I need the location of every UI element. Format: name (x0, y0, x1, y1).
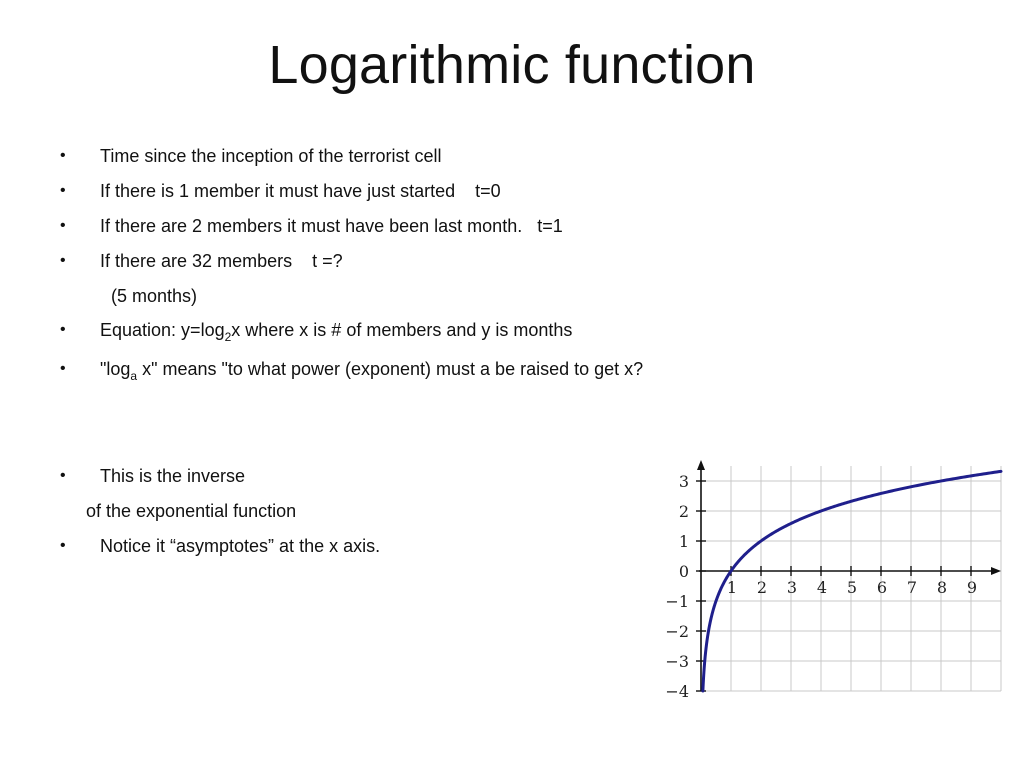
x-tick-label: 4 (816, 578, 828, 597)
bullet-dot: • (60, 252, 66, 269)
equation-text (100, 319, 573, 344)
bullet-dot: • (60, 147, 66, 164)
x-tick-label: 6 (876, 578, 888, 597)
y-axis-arrow-icon (697, 460, 705, 470)
x-tick-label: 5 (846, 578, 858, 597)
bullet-text: If there are 32 members t =? (100, 251, 343, 271)
equation-suffix: x where x is # of members and y is months (231, 320, 573, 340)
loga-text (100, 358, 644, 383)
loga-base: a (130, 369, 138, 383)
x-tick-label: 7 (906, 578, 918, 597)
x-tick-label: 9 (966, 578, 978, 597)
x-tick-label: 1 (726, 578, 738, 597)
y-tick-label: 3 (678, 472, 689, 491)
bullet-dot: • (60, 321, 66, 338)
x-tick-label: 2 (756, 578, 768, 597)
equation-prefix: Equation: y=log (100, 320, 225, 340)
y-tick-label: −3 (665, 652, 689, 671)
bullet-text: Time since the inception of the terrorist cell (100, 146, 442, 166)
bullet-text: If there are 2 members it must have been last month. t=1 (100, 216, 563, 236)
y-tick-label: 1 (678, 532, 689, 551)
x-tick-label: 3 (786, 578, 798, 597)
bullet-text: If there is 1 member it must have just started t=0 (100, 181, 501, 201)
inverse-text: This is the inverse (100, 466, 246, 486)
y-tick-label: −2 (665, 622, 689, 641)
x-axis-arrow-icon (991, 567, 1001, 575)
slide-title: Logarithmic function (268, 35, 756, 95)
bullet-dot: • (60, 537, 66, 554)
bullet-dot: • (60, 467, 66, 484)
bullet-dot: • (60, 360, 66, 377)
loga-suffix: x" means "to what power (exponent) must a be raised to get x? (137, 359, 644, 379)
y-tick-label: 0 (678, 562, 689, 581)
asymptote-text: Notice it “asymptotes” at the x axis. (100, 536, 381, 556)
y-tick-label: 2 (678, 502, 689, 521)
equation-base: 2 (224, 330, 232, 344)
y-tick-label: −4 (665, 682, 689, 700)
inverse-continuation: of the exponential function (86, 501, 297, 521)
bullet-dot: • (60, 217, 66, 234)
chart-axes (696, 460, 1001, 691)
y-tick-label: −1 (665, 592, 689, 611)
x-tick-label: 8 (936, 578, 948, 597)
loga-prefix: "log (100, 359, 131, 379)
bullet-dot: • (60, 182, 66, 199)
five-months-note: (5 months) (111, 286, 198, 306)
log-function-chart (655, 445, 1005, 700)
